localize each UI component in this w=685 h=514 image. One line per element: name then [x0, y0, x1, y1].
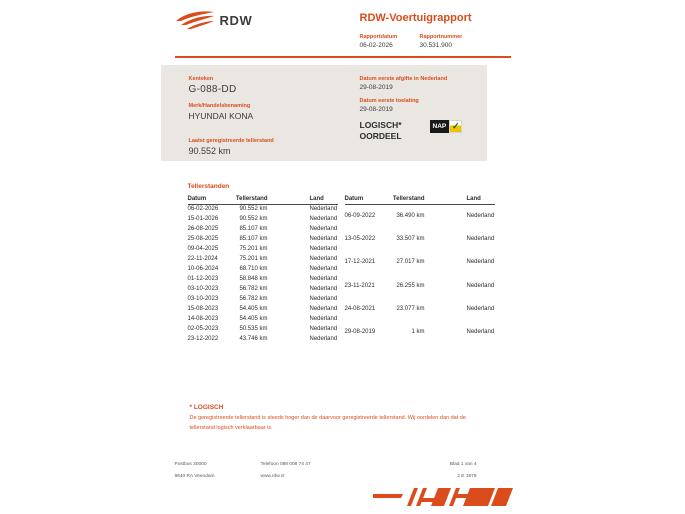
column-header-datum: Datum: [188, 194, 228, 204]
table-cell: 43.746 km: [239, 336, 268, 342]
column-header-land: Land: [268, 194, 338, 204]
table-row: [345, 297, 495, 320]
report-header: [360, 12, 511, 49]
table-row: [345, 251, 495, 274]
footer-address: [175, 462, 215, 486]
table-cell: Nederland: [309, 296, 338, 302]
vehicle-summary-box: [161, 65, 487, 161]
merk-label: Merk/Handelsbenaming: [188, 103, 251, 109]
table-cell: Nederland: [309, 256, 338, 262]
table-cell: 17-12-2021: [344, 259, 376, 266]
table-cell: 23-11-2021: [344, 282, 375, 289]
table-row: [188, 254, 338, 264]
table-cell: Nederland: [309, 246, 338, 252]
table-row: [188, 214, 338, 224]
table-cell: Nederland: [466, 329, 495, 336]
table-cell: 75.201 km: [239, 246, 268, 252]
table-row: [345, 321, 495, 344]
table-cell: Nederland: [466, 212, 495, 219]
table-row: [188, 284, 338, 294]
table-cell: Nederland: [466, 235, 495, 242]
decorative-speed-graphic-icon: [373, 488, 513, 511]
report-number-value: 30.531.900: [419, 42, 453, 49]
table-row: [188, 264, 338, 274]
table-row: [188, 204, 338, 214]
table-cell: Nederland: [309, 226, 338, 232]
kenteken-label: Kenteken: [188, 76, 214, 82]
table-cell: 03-10-2023: [187, 296, 219, 302]
table-cell: 15-01-2026: [187, 216, 219, 222]
rdw-logo-text: RDW: [219, 12, 253, 28]
table-cell: 90.552 km: [239, 216, 268, 222]
oordeel-line2: OORDEEL: [359, 131, 402, 142]
table-cell: 01-12-2023: [187, 276, 219, 282]
report-number-label: Rapportnummer: [419, 34, 463, 40]
table-cell: Nederland: [466, 259, 495, 266]
table-cell: 26-08-2025: [187, 226, 219, 232]
table-cell: Nederland: [309, 306, 338, 312]
table-cell: Nederland: [309, 326, 338, 332]
report-date: [360, 34, 420, 49]
footer-page-info: [450, 462, 477, 486]
table-cell: 24-08-2021: [344, 305, 376, 312]
laatste-tellerstand-label: Laatst geregistreerde tellerstand: [188, 138, 274, 144]
rdw-report-page: [161, 0, 525, 514]
eerste-afgifte-value: 29-08-2019: [359, 84, 393, 91]
table-row: [345, 204, 495, 227]
table-header-row: [345, 194, 495, 204]
table-cell: 54.405 km: [239, 316, 268, 322]
report-date-value: 06-02-2026: [359, 42, 393, 49]
report-number: [420, 34, 463, 49]
eerste-afgifte-label: Datum eerste afgifte in Nederland: [359, 76, 448, 82]
footer-phone: Telefoon 088 008 74 47: [260, 462, 311, 467]
nap-logo: [430, 120, 463, 133]
eerste-toelating-label: Datum eerste toelating: [359, 98, 419, 104]
table-cell: 06-02-2026: [187, 206, 219, 213]
nap-logo-text: NAP: [430, 120, 450, 133]
rdw-swoosh-icon: [175, 9, 215, 31]
table-cell: Nederland: [309, 336, 338, 342]
table-cell: 68.710 km: [239, 266, 268, 272]
page-title: RDW-Voertuigrapport: [359, 12, 472, 24]
table-row: [345, 274, 495, 297]
table-cell: 1 km: [411, 329, 425, 336]
table-cell: 10-06-2024: [187, 266, 219, 272]
table-cell: Nederland: [309, 276, 338, 282]
tellerstanden-tables: [188, 194, 495, 344]
table-cell: Nederland: [309, 236, 338, 242]
vehicle-summary-right: [360, 76, 463, 143]
table-row: [345, 227, 495, 250]
table-cell: Nederland: [466, 305, 495, 312]
laatste-tellerstand-value: 90.552 km: [188, 146, 231, 156]
tellerstanden-section-title: Tellerstanden: [187, 183, 230, 190]
table-cell: 26.255 km: [396, 282, 425, 289]
table-cell: 56.782 km: [239, 296, 268, 302]
table-cell: 22-11-2024: [187, 256, 218, 262]
table-cell: 09-04-2025: [187, 246, 219, 252]
table-cell: 58.848 km: [239, 276, 268, 282]
table-row: [188, 244, 338, 254]
table-cell: 13-05-2022: [344, 235, 376, 242]
column-header-datum: Datum: [345, 194, 385, 204]
footer-website-link[interactable]: www.rdw.nl: [260, 474, 285, 479]
table-row: [188, 314, 338, 324]
table-cell: 23.077 km: [396, 305, 425, 312]
table-row: [188, 334, 338, 344]
footer-page-indicator: Blad 1 van 4: [449, 462, 477, 467]
table-row: [188, 224, 338, 234]
table-cell: Nederland: [309, 286, 338, 292]
logisch-note-title: * LOGISCH: [189, 404, 224, 411]
table-cell: 36.490 km: [396, 212, 425, 219]
table-cell: Nederland: [466, 282, 495, 289]
footer-address-line1: Postbus 30000: [174, 462, 207, 467]
table-row: [188, 234, 338, 244]
footer-address-line2: 9640 RA Veendam: [174, 474, 215, 479]
rdw-logo: [175, 9, 253, 31]
table-cell: 85.107 km: [239, 236, 268, 242]
table-cell: 23-12-2022: [187, 336, 219, 342]
table-cell: 06-09-2022: [344, 212, 376, 219]
kenteken-value: G-088-DD: [188, 84, 237, 95]
table-cell: 50.535 km: [239, 326, 268, 332]
vehicle-summary-left: [189, 76, 274, 156]
table-row: [188, 304, 338, 314]
table-cell: 75.201 km: [239, 256, 268, 262]
table-cell: Nederland: [309, 266, 338, 272]
footer-contact: [261, 462, 311, 486]
table-cell: 02-05-2023: [187, 326, 219, 332]
table-cell: 27.017 km: [396, 259, 425, 266]
table-cell: 14-08-2023: [187, 316, 219, 322]
oordeel-text: [360, 120, 402, 143]
header-divider: [175, 56, 511, 58]
table-cell: 90.552 km: [239, 206, 268, 213]
table-row: [188, 274, 338, 284]
column-header-land: Land: [425, 194, 495, 204]
table-cell: Nederland: [309, 316, 338, 322]
nap-check-icon: ✓: [449, 120, 462, 133]
table-row: [188, 324, 338, 334]
tellerstanden-table-left: [188, 194, 338, 344]
table-header-row: [188, 194, 338, 204]
eerste-toelating-value: 29-08-2019: [359, 106, 393, 113]
column-header-tellerstand: Tellerstand: [385, 194, 425, 204]
table-row: [188, 294, 338, 304]
merk-value: HYUNDAI KONA: [188, 111, 254, 121]
table-cell: 29-08-2019: [344, 329, 376, 336]
logisch-note-text: De geregistreerde tellerstand is steeds hoger dan de daarvoor geregistreerde tellerstand. Wij oordelen dan dat de tellerstand logisch verklaarbaar is.: [189, 415, 466, 431]
column-header-tellerstand: Tellerstand: [228, 194, 268, 204]
footer-doc-code: 2 E 1878: [457, 474, 477, 479]
report-date-label: Rapportdatum: [359, 34, 398, 40]
table-cell: 03-10-2023: [187, 286, 219, 292]
table-cell: 85.107 km: [239, 226, 268, 232]
table-cell: 56.782 km: [239, 286, 268, 292]
table-cell: 25-08-2025: [187, 236, 219, 242]
oordeel-line1: LOGISCH*: [359, 120, 402, 130]
table-cell: 15-08-2023: [187, 306, 219, 312]
table-cell: Nederland: [309, 206, 338, 213]
tellerstanden-table-right: [345, 194, 495, 344]
table-cell: Nederland: [309, 216, 338, 222]
table-cell: 33.507 km: [396, 235, 425, 242]
table-cell: 54.405 km: [239, 306, 268, 312]
